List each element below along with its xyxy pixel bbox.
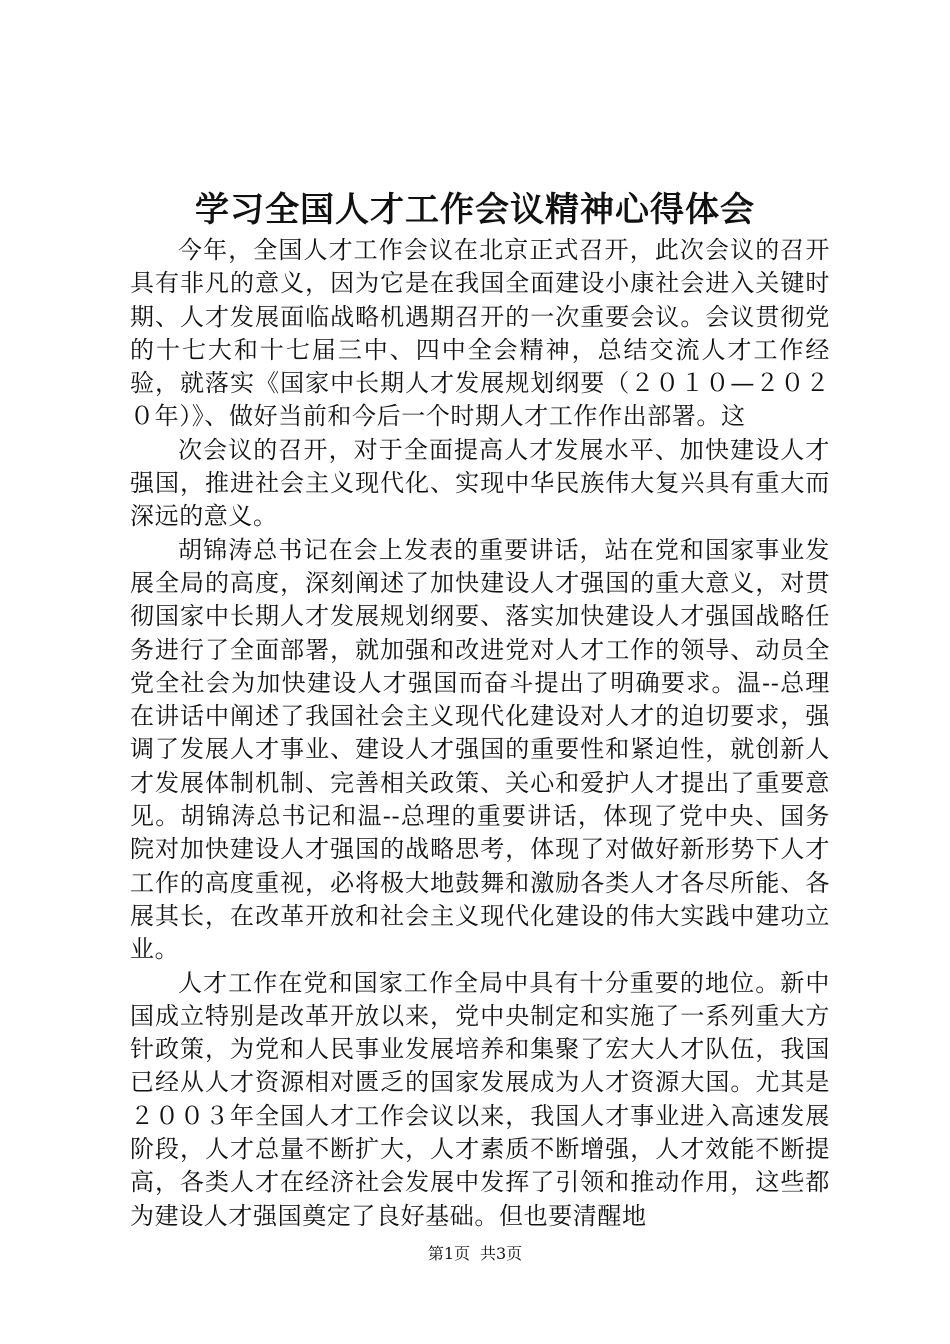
paragraph-3: 胡锦涛总书记在会上发表的重要讲话，站在党和国家事业发展全局的高度，深刻阐述了加快建设人才强国的重大意义，对贯彻国家中长期人才发展规划纲要、落实加快建设人才强国战略任务进行了全面部署，就加强和改进党对人才工作的领导、动员全党全社会为加快建设人才强国而奋斗提出了明确要求。温--总理在讲话中阐述了我国社会主义现代化建设对人才的迫切要求，强调了发展人才事业、建设人才强国的重要性和紧迫性，就创新人才发展体制机制、完善相关政策、关心和爱护人才提出了重要意见。胡锦涛总书记和温--总理的重要讲话，体现了党中央、国务院对加快建设人才强国的战略思考，体现了对做好新形势下人才工作的高度重视，必将极大地鼓舞和激励各类人才各尽所能、各展其长，在改革开放和社会主义现代化建设的伟大实践中建功立业。 — [130, 535, 830, 964]
page-number: 第1页 — [427, 1244, 470, 1263]
paragraph-2: 次会议的召开，对于全面提高人才发展水平、加快建设人才强国，推进社会主义现代化、实现中华民族伟大复兴具有重大而深远的意义。 — [130, 435, 830, 531]
document-body — [130, 234, 830, 1233]
paragraph-4: 人才工作在党和国家工作全局中具有十分重要的地位。新中国成立特别是改革开放以来，党中央制定和实施了一系列重大方针政策，为党和人民事业发展培养和集聚了宏大人才队伍，我国已经从人才资源相对匮乏的国家发展成为人才资源大国。尤其是２００３年全国人才工作会议以来，我国人才事业进入高速发展阶段，人才总量不断扩大，人才素质不断增强，人才效能不断提高，各类人才在经济社会发展中发挥了引领和推动作用，这些都为建设人才强国奠定了良好基础。但也要清醒地 — [130, 968, 830, 1230]
page-total: 共3页 — [480, 1244, 523, 1263]
document-title: 学习全国人才工作会议精神心得体会 — [195, 190, 755, 230]
paragraph-1: 今年，全国人才工作会议在北京正式召开，此次会议的召开具有非凡的意义，因为它是在我国全面建设小康社会进入关键时期、人才发展面临战略机遇期召开的一次重要会议。会议贯彻党的十七大和十七届三中、四中全会精神，总结交流人才工作经验，就落实《国家中长期人才发展规划纲要（２０１０—２０２０年）》、做好当前和今后一个时期人才工作作出部署。这 — [130, 236, 830, 431]
page-footer — [0, 1242, 950, 1266]
